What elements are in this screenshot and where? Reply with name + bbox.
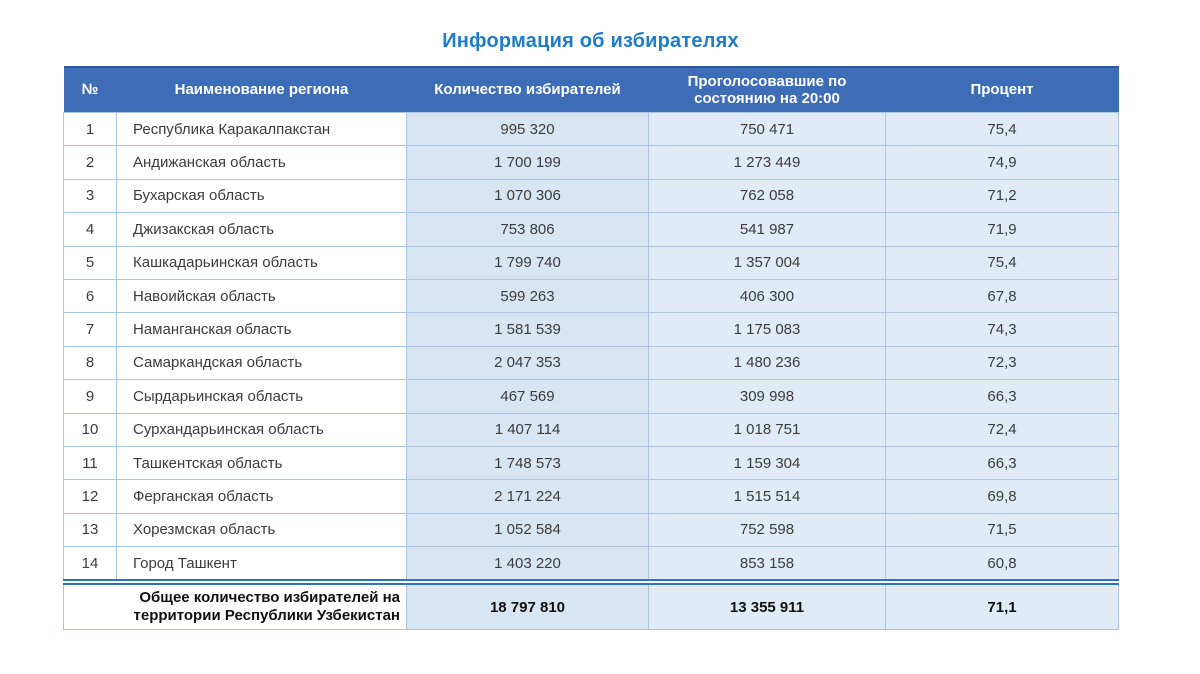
percent-cell: 66,3 (886, 380, 1119, 413)
table-row (64, 279, 1119, 312)
col-header-voters: Количество избирателей (407, 67, 649, 113)
row-number-cell: 2 (64, 146, 117, 179)
voted-count-cell: 406 300 (649, 279, 886, 312)
voters-count-cell: 1 070 306 (407, 179, 649, 212)
table-row (64, 313, 1119, 346)
table-row (64, 446, 1119, 479)
percent-cell: 67,8 (886, 279, 1119, 312)
table-row (64, 547, 1119, 581)
voters-count-cell: 753 806 (407, 213, 649, 246)
voted-count-cell: 1 159 304 (649, 446, 886, 479)
total-percent-value: 71,1 (886, 584, 1119, 630)
row-number-cell: 10 (64, 413, 117, 446)
region-name-cell: Сурхандарьинская область (117, 413, 407, 446)
voted-count-cell: 309 998 (649, 380, 886, 413)
percent-cell: 75,4 (886, 113, 1119, 146)
table-row (64, 380, 1119, 413)
voted-count-cell: 1 357 004 (649, 246, 886, 279)
row-number-cell: 4 (64, 213, 117, 246)
row-number-cell: 5 (64, 246, 117, 279)
voters-count-cell: 2 171 224 (407, 480, 649, 513)
voters-count-cell: 2 047 353 (407, 346, 649, 379)
voted-count-cell: 853 158 (649, 547, 886, 581)
voted-count-cell: 750 471 (649, 113, 886, 146)
voters-count-cell: 1 748 573 (407, 446, 649, 479)
total-row (64, 584, 1119, 630)
percent-cell: 66,3 (886, 446, 1119, 479)
page-title: Информация об избирателях (442, 30, 739, 52)
row-number-cell: 1 (64, 113, 117, 146)
voters-count-cell: 599 263 (407, 279, 649, 312)
col-header-voted-by-2000: Проголосовавшие по состоянию на 20:00 (649, 67, 886, 113)
region-name-cell: Джизакская область (117, 213, 407, 246)
voters-count-cell: 995 320 (407, 113, 649, 146)
voted-count-cell: 1 175 083 (649, 313, 886, 346)
row-number-cell: 13 (64, 513, 117, 546)
region-name-cell: Город Ташкент (117, 547, 407, 581)
table-header-row (64, 67, 1119, 113)
voters-count-cell: 1 581 539 (407, 313, 649, 346)
table-row (64, 179, 1119, 212)
percent-cell: 71,5 (886, 513, 1119, 546)
voted-count-cell: 1 480 236 (649, 346, 886, 379)
total-label: Общее количество избирателей на территории Республики Узбекистан (64, 584, 407, 630)
region-name-cell: Наманганская область (117, 313, 407, 346)
region-name-cell: Республика Каракалпакстан (117, 113, 407, 146)
region-name-cell: Бухарская область (117, 179, 407, 212)
voters-count-cell: 1 700 199 (407, 146, 649, 179)
table-row (64, 346, 1119, 379)
row-number-cell: 12 (64, 480, 117, 513)
percent-cell: 75,4 (886, 246, 1119, 279)
row-number-cell: 8 (64, 346, 117, 379)
col-header-region: Наименование региона (117, 67, 407, 113)
region-name-cell: Ташкентская область (117, 446, 407, 479)
total-voters-value: 18 797 810 (407, 584, 649, 630)
region-name-cell: Кашкадарьинская область (117, 246, 407, 279)
row-number-cell: 9 (64, 380, 117, 413)
percent-cell: 74,3 (886, 313, 1119, 346)
table-row (64, 113, 1119, 146)
voters-table (63, 66, 1119, 630)
percent-cell: 71,2 (886, 179, 1119, 212)
table-row (64, 146, 1119, 179)
percent-cell: 69,8 (886, 480, 1119, 513)
row-number-cell: 11 (64, 446, 117, 479)
percent-cell: 72,3 (886, 346, 1119, 379)
region-name-cell: Андижанская область (117, 146, 407, 179)
table-row (64, 513, 1119, 546)
row-number-cell: 7 (64, 313, 117, 346)
voters-count-cell: 1 799 740 (407, 246, 649, 279)
voted-count-cell: 1 515 514 (649, 480, 886, 513)
row-number-cell: 14 (64, 547, 117, 581)
region-name-cell: Сырдарьинская область (117, 380, 407, 413)
table-body (64, 113, 1119, 630)
voters-count-cell: 1 407 114 (407, 413, 649, 446)
voters-count-cell: 1 052 584 (407, 513, 649, 546)
row-number-cell: 6 (64, 279, 117, 312)
table-row (64, 213, 1119, 246)
table-row (64, 413, 1119, 446)
voters-count-cell: 467 569 (407, 380, 649, 413)
voted-count-cell: 541 987 (649, 213, 886, 246)
total-voted-value: 13 355 911 (649, 584, 886, 630)
voted-count-cell: 1 018 751 (649, 413, 886, 446)
voted-count-cell: 752 598 (649, 513, 886, 546)
percent-cell: 71,9 (886, 213, 1119, 246)
region-name-cell: Самаркандская область (117, 346, 407, 379)
voters-count-cell: 1 403 220 (407, 547, 649, 581)
voted-count-cell: 1 273 449 (649, 146, 886, 179)
col-header-number: № (64, 67, 117, 113)
region-name-cell: Навоийская область (117, 279, 407, 312)
percent-cell: 60,8 (886, 547, 1119, 581)
row-number-cell: 3 (64, 179, 117, 212)
percent-cell: 74,9 (886, 146, 1119, 179)
table-row (64, 480, 1119, 513)
percent-cell: 72,4 (886, 413, 1119, 446)
table-row (64, 246, 1119, 279)
col-header-percent: Процент (886, 67, 1119, 113)
voted-count-cell: 762 058 (649, 179, 886, 212)
region-name-cell: Ферганская область (117, 480, 407, 513)
region-name-cell: Хорезмская область (117, 513, 407, 546)
